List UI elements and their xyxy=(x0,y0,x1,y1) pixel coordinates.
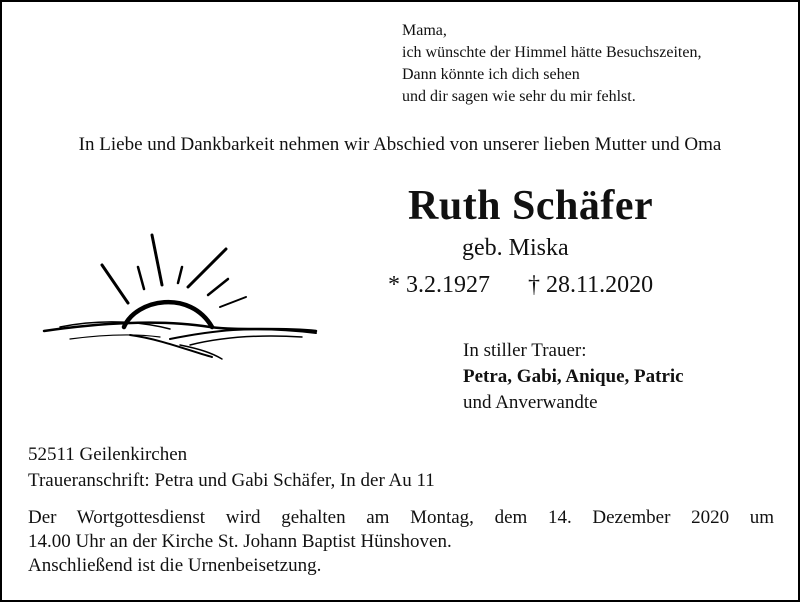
life-dates xyxy=(388,272,653,299)
poem xyxy=(402,20,701,108)
city: 52511 Geilenkirchen xyxy=(28,444,188,465)
poem-line: Dann könnte ich dich sehen xyxy=(402,66,580,83)
address-block xyxy=(28,442,435,494)
poem-line: ich wünschte der Himmel hätte Besuchszeiten, xyxy=(402,44,702,61)
death-date: † 28.11.2020 xyxy=(528,272,654,298)
mourners-names: Petra, Gabi, Anique, Patric xyxy=(463,366,684,387)
mourners-relatives: und Anverwandte xyxy=(463,392,598,413)
service-line: Der Wortgottesdienst wird gehalten am Montag, dem 14. Dezember 2020 um xyxy=(28,507,774,528)
service-line: 14.00 Uhr an der Kirche St. Johann Baptist Hünshoven. xyxy=(28,531,452,552)
mourners-block xyxy=(463,338,684,416)
service-line: Anschließend ist die Urnenbeisetzung. xyxy=(28,555,322,576)
sunset-icon xyxy=(40,227,330,377)
maiden-name: geb. Miska xyxy=(462,235,569,261)
mourners-heading: In stiller Trauer: xyxy=(463,340,587,361)
poem-line: und dir sagen wie sehr du mir fehlst. xyxy=(402,88,636,105)
mourning-address: Traueranschrift: Petra und Gabi Schäfer, In der Au 11 xyxy=(28,470,435,491)
service-info xyxy=(28,506,774,578)
birth-date: * 3.2.1927 xyxy=(388,272,490,298)
intro-text: In Liebe und Dankbarkeit nehmen wir Abschied von unserer lieben Mutter und Oma xyxy=(78,134,722,155)
deceased-name: Ruth Schäfer xyxy=(408,183,654,229)
poem-line: Mama, xyxy=(402,22,447,39)
